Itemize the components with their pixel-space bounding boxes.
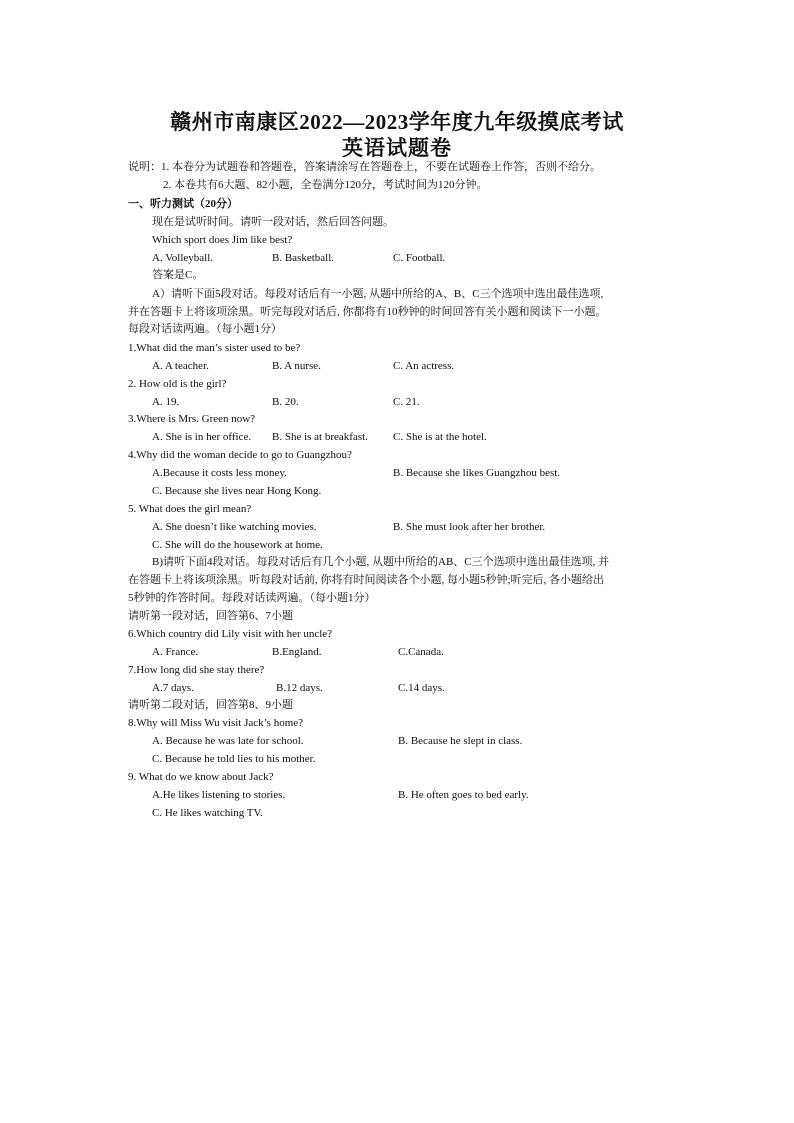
q7-option-c: C.14 days. xyxy=(398,682,445,694)
question-1: 1.What did the man’s sister used to be? xyxy=(128,342,301,354)
instructions-line-2: 2. 本卷共有6大题、82小题，全卷满分120分，考试时间为120分钟。 xyxy=(163,179,488,191)
example-question: Which sport does Jim like best? xyxy=(152,234,293,246)
q9-option-a: A.He likes listening to stories. xyxy=(152,789,286,801)
q4-option-b: B. Because she likes Guangzhou best. xyxy=(393,467,561,479)
part-a-instructions-3: 每段对话读两遍。（每小题1分） xyxy=(128,323,282,335)
q1-option-b: B. A nurse. xyxy=(272,360,321,372)
example-option-c: C. Football. xyxy=(393,252,446,264)
part-a-instructions-1: A）请听下面5段对话。每段对话后有一小题, 从题中所给的A、B、C三个选项中选出最佳选项, xyxy=(152,288,604,300)
section-heading: 一、听力测试（20分） xyxy=(128,198,238,210)
question-9: 9. What do we know about Jack? xyxy=(128,771,274,783)
q2-option-b: B. 20. xyxy=(272,396,299,408)
part-a-instructions-2: 并在答题卡上将该项涂黑。听完每段对话后, 你都将有10秒钟的时间回答有关小题和阅读下一小题。 xyxy=(128,306,607,318)
question-3: 3.Where is Mrs. Green now? xyxy=(128,413,256,425)
example-intro: 现在是试听时间。请听一段对话，然后回答问题。 xyxy=(152,216,394,228)
exam-title: 赣州市南康区2022—2023学年度九年级摸底考试 xyxy=(170,110,624,134)
q6-option-a: A. France. xyxy=(152,646,199,658)
q9-option-b: B. He often goes to bed early. xyxy=(398,789,529,801)
q1-option-c: C. An actress. xyxy=(393,360,455,372)
q8-option-c: C. Because he told lies to his mother. xyxy=(152,753,316,765)
example-option-a: A. Volleyball. xyxy=(152,252,214,264)
q3-option-b: B. She is at breakfast. xyxy=(272,431,368,443)
q1-option-a: A. A teacher. xyxy=(152,360,209,372)
question-5: 5. What does the girl mean? xyxy=(128,503,252,515)
q2-option-c: C. 21. xyxy=(393,396,420,408)
question-7: 7.How long did she stay there? xyxy=(128,664,265,676)
question-2: 2. How old is the girl? xyxy=(128,378,227,390)
q4-option-a: A.Because it costs less money. xyxy=(152,467,287,479)
q3-option-c: C. She is at the hotel. xyxy=(393,431,487,443)
q3-option-a: A. She is in her office. xyxy=(152,431,252,443)
q5-option-c: C. She will do the housework at home. xyxy=(152,539,323,551)
q6-option-b: B.England. xyxy=(272,646,322,658)
q4-option-c: C. Because she lives near Hong Kong. xyxy=(152,485,322,497)
dialog-1-intro: 请听第一段对话，回答第6、7小题 xyxy=(128,610,293,622)
exam-subtitle: 英语试题卷 xyxy=(342,136,452,160)
q8-option-a: A. Because he was late for school. xyxy=(152,735,304,747)
q6-option-c: C.Canada. xyxy=(398,646,444,658)
q5-option-a: A. She doesn’t like watching movies. xyxy=(152,521,317,533)
q9-option-c: C. He likes watching TV. xyxy=(152,807,263,819)
question-8: 8.Why will Miss Wu visit Jack’s home? xyxy=(128,717,304,729)
question-4: 4.Why did the woman decide to go to Guangzhou? xyxy=(128,449,352,461)
instructions-line-1: 说明：1. 本卷分为试题卷和答题卷，答案请涂写在答题卷上，不要在试题卷上作答，否则不给分。 xyxy=(128,161,601,173)
example-answer: 答案是C。 xyxy=(152,269,204,281)
part-b-instructions-1: B)请听下面4段对话。每段对话后有几个小题, 从题中所给的AB、C三个选项中选出最佳选项, 并 xyxy=(152,556,610,568)
q8-option-b: B. Because he slept in class. xyxy=(398,735,523,747)
q2-option-a: A. 19. xyxy=(152,396,180,408)
dialog-2-intro: 请听第二段对话，回答第8、9小题 xyxy=(128,699,293,711)
q7-option-a: A.7 days. xyxy=(152,682,194,694)
part-b-instructions-2: 在答题卡上将该项涂黑。听每段对话前, 你将有时间阅读各个小题, 每小题5秒钟;听完后, 各小题给出 xyxy=(128,574,605,586)
part-b-instructions-3: 5秒钟的作答时间。每段对话读两遍。（每小题1分） xyxy=(128,592,376,604)
q5-option-b: B. She must look after her brother. xyxy=(393,521,546,533)
question-6: 6.Which country did Lily visit with her uncle? xyxy=(128,628,333,640)
example-option-b: B. Basketball. xyxy=(272,252,335,264)
q7-option-b: B.12 days. xyxy=(276,682,323,694)
